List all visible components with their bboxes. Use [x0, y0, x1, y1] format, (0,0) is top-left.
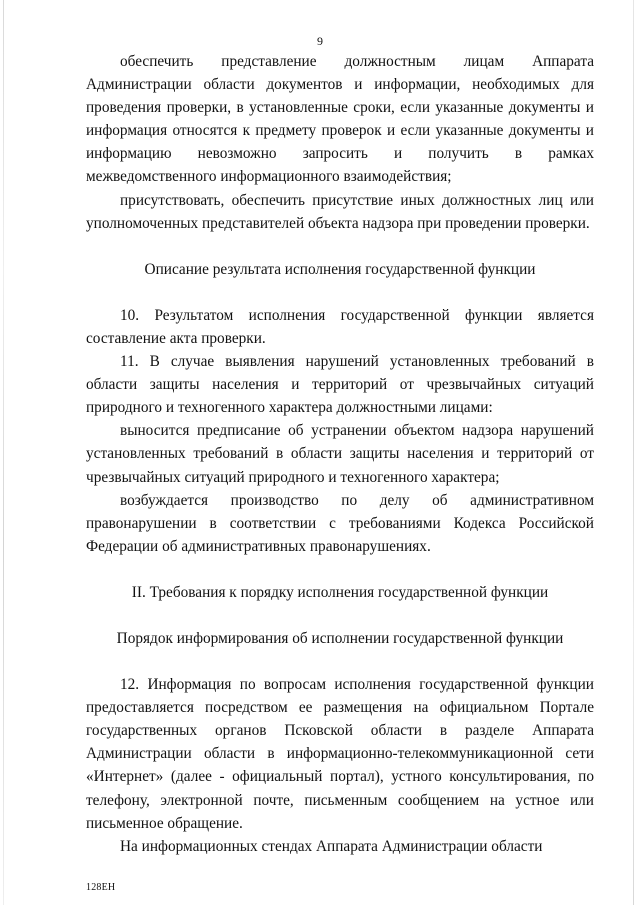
paragraph-item-11: 11. В случае выявления нарушений установленных требований в области защиты населения и территорий от чрезвычайных ситуаций природного и техногенного характера должностными лицами: [86, 353, 594, 417]
page-number: 9 [317, 34, 323, 48]
paragraph-provide-documents: обеспечить представление должностным лицам Аппарата Администрации области документов и информации, необходимых для проведения проверки, в установленные сроки, если указанные документы и информация относятся к предмету проверок и если указанные документы и информацию невозможно запросить и получить в рамках межведомственного информационного взаимодействия; [86, 53, 594, 186]
paragraph-proceedings-initiated: возбуждается производство по делу об административном правонарушении в соответствии с требованиями Кодекса Российской Федерации об административных правонарушениях. [86, 491, 594, 555]
paragraph-ensure-presence: присутствовать, обеспечить присутствие иных должностных лиц или уполномоченных представителей объекта надзора при проведении проверки. [86, 191, 594, 232]
paragraph-item-12: 12. Информация по вопросам исполнения государственной функции предоставляется посредством ее размещения на официальном Портале государственных органов Псковской области в разделе Аппарата Администрации области в информационно-телекоммуникационной сети «Интернет» (далее - официальный портал), устного консультирования, по телефону, электронной почте, письменным сообщением на устное или письменное обращение. [86, 676, 594, 832]
heading-section-2: II. Требования к порядку исполнения государственной функции [131, 583, 549, 601]
heading-informing-procedure: Порядок информирования об исполнении государственной функции [116, 629, 564, 647]
paragraph-order-issued: выносится предписание об устранении объектом надзора нарушений установленных требований в области защиты населения и территорий от чрезвычайных ситуаций природного и техногенного характера; [86, 422, 594, 486]
heading-result-description: Описание результата исполнения государственной функции [144, 260, 536, 278]
document-body [86, 50, 594, 858]
footer-document-code: 128ЕН [86, 882, 116, 893]
paragraph-item-10: 10. Результатом исполнения государственной функции является составление акта проверки. [86, 306, 594, 347]
paragraph-info-stands: На информационных стендах Аппарата Администрации области [120, 837, 543, 855]
scan-edge-left [3, 0, 4, 905]
scan-edge-right [633, 0, 634, 905]
